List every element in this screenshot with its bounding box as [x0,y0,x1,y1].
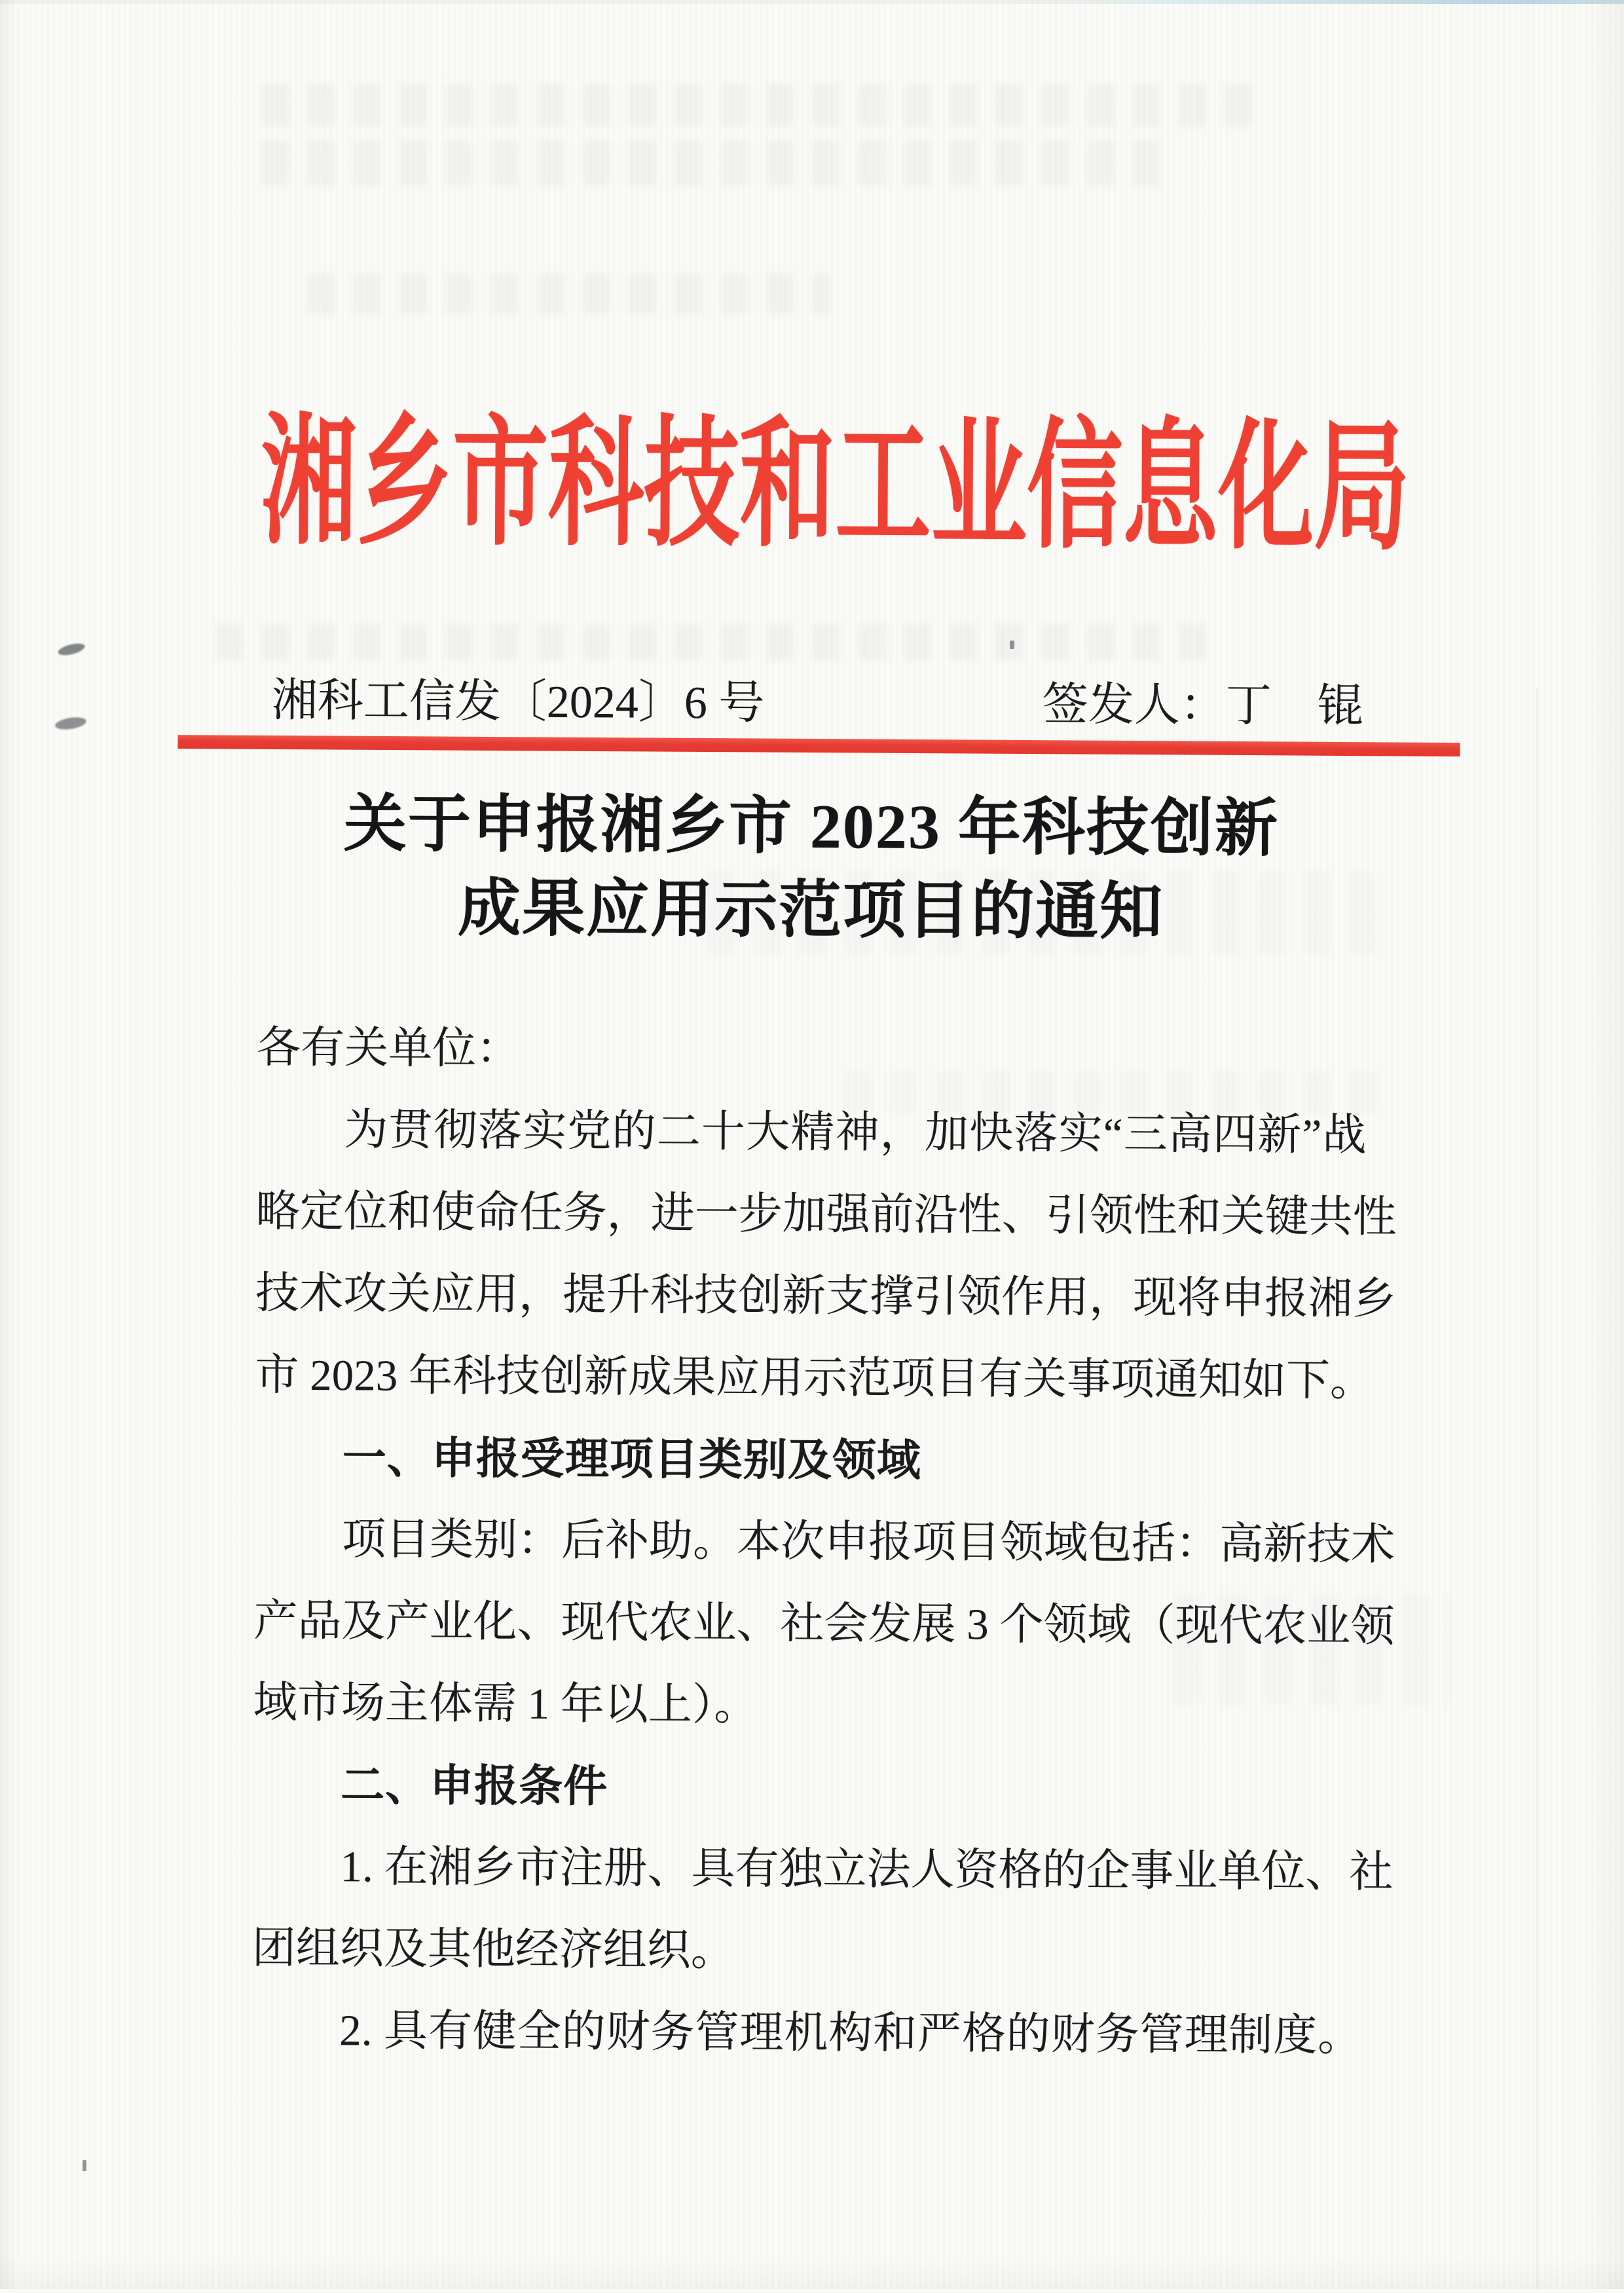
body-line: 1. 在湘乡市注册、具有独立法人资格的企事业单位、社 [340,1842,1393,1897]
issuer-name: 签发人：丁 锟 [1042,679,1364,732]
body-line: 市 2023 年科技创新成果应用示范项目有关事项通知如下。 [255,1351,1375,1406]
body-line: 域市场主体需 1 年以上）。 [253,1678,758,1730]
document-number: 湘科工信发〔2024〕6 号 [271,675,765,729]
body-line: 产品及产业化、现代农业、社会发展 3 个领域（现代农业领 [253,1596,1395,1651]
section-heading-2: 二、申报条件 [341,1761,608,1812]
body-line: 为贯彻落实党的二十大精神，加快落实“三高四新”战 [344,1106,1367,1160]
title-line-2: 成果应用示范项目的通知 [457,873,1164,947]
title-line-1: 关于申报湘乡市 2023 年科技创新 [343,789,1280,864]
red-divider-rule [177,735,1460,756]
document-title [0,781,1623,957]
document-number-row [272,673,1363,736]
body-line: 团组织及其他经济组织。 [251,1924,735,1975]
document-body [251,1007,1397,2078]
body-line: 2. 具有健全的财务管理机构和严格的财务管理制度。 [339,2006,1362,2060]
body-line: 略定位和使命任务，进一步加强前沿性、引领性和关键共性 [255,1187,1397,1242]
agency-header: 湘乡市科技和工业信息化局 [260,404,1411,567]
body-line: 技术攻关应用，提升科技创新支撑引领作用，现将申报湘乡 [255,1269,1397,1324]
section-heading-1: 一、申报受理项目类别及领域 [342,1433,922,1485]
salutation: 各有关单位： [256,1023,521,1073]
body-line: 项目类别：后补助。本次申报项目领域包括：高新技术 [341,1515,1395,1569]
